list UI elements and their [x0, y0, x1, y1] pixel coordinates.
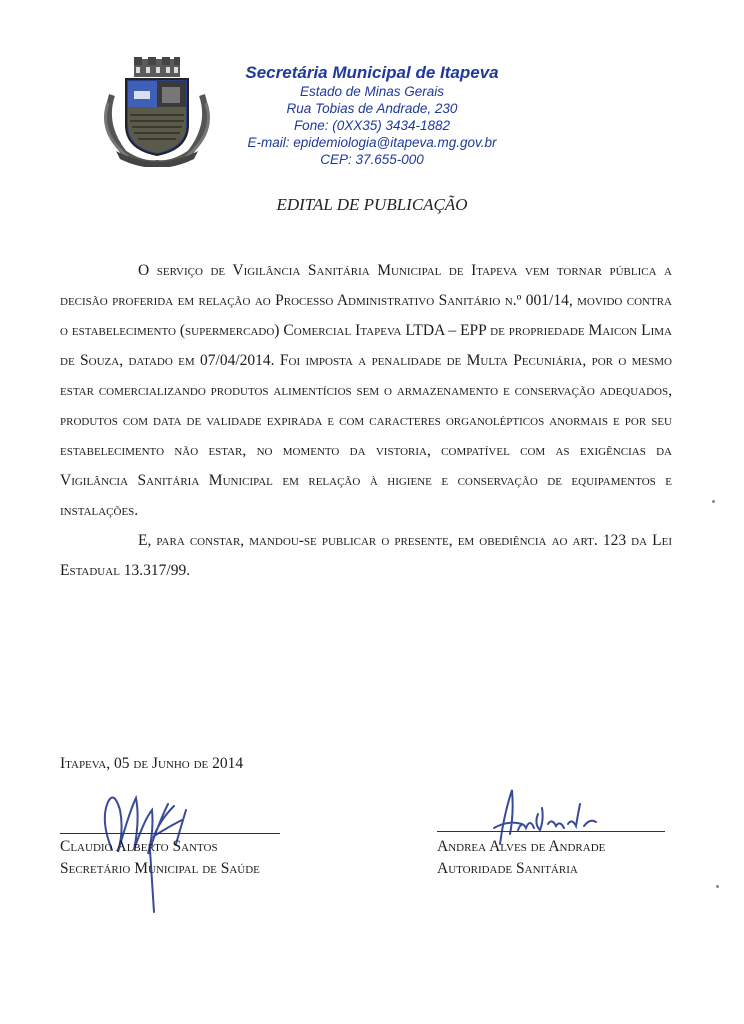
signature-line-left	[60, 833, 280, 834]
letterhead-text	[222, 63, 522, 168]
signatory-name-left: Claudio Alberto Santos	[60, 838, 218, 855]
scan-speck	[716, 885, 719, 888]
municipal-coat-of-arms-icon	[98, 55, 216, 167]
letterhead	[98, 55, 618, 170]
scan-speck	[712, 500, 715, 503]
phone-line: Fone: (0XX35) 3434-1882	[293, 118, 451, 133]
department-title: Secretária Municipal de Itapeva	[245, 63, 499, 82]
signatory-role-left: Secretário Municipal de Saúde	[60, 860, 260, 877]
signatory-name-right: Andrea Alves de Andrade	[437, 838, 606, 855]
document-body	[60, 256, 672, 586]
email-line: E-mail: epidemiologia@itapeva.mg.gov.br	[247, 135, 497, 150]
body-paragraph-1: O serviço de Vigilância Sanitária Municipal de Itapeva vem tornar pública a decisão proferida em relação ao Processo Administrativo Sanitário n.º 001/14, movido contra o estabelecimento (supermercado) Comercial Itapeva LTDA – EPP de propriedade Maicon Lima de Souza, datado em 07/04/2014. Foi imposta a penalidade de Multa Pecuniária, por o mesmo estar comercializando produtos alimentícios sem o armazenamento e conservação adequados, produtos com data de validade expirada e com caracteres organolépticos anormais e por seu estabelecimento não estar, no momento da vistoria, compatível com as exigências da Vigilância Sanitária Municipal em relação à higiene e conservação de equipamentos e instalações.	[60, 262, 672, 519]
signature-line-right	[437, 831, 665, 832]
date-line: Itapeva, 05 de Junho de 2014	[60, 755, 244, 772]
state-line: Estado de Minas Gerais	[299, 84, 445, 99]
body-paragraph-2: E, para constar, mandou-se publicar o presente, em obediência ao art. 123 da Lei Estadual 13.317/99.	[60, 532, 672, 579]
document-title: EDITAL DE PUBLICAÇÃO	[276, 195, 468, 214]
cep-line: CEP: 37.655-000	[320, 152, 424, 167]
address-line: Rua Tobias de Andrade, 230	[286, 101, 458, 116]
signature-block-left	[60, 836, 260, 880]
signatory-role-right: Autoridade Sanitária	[437, 860, 578, 877]
signature-block-right	[437, 836, 605, 880]
